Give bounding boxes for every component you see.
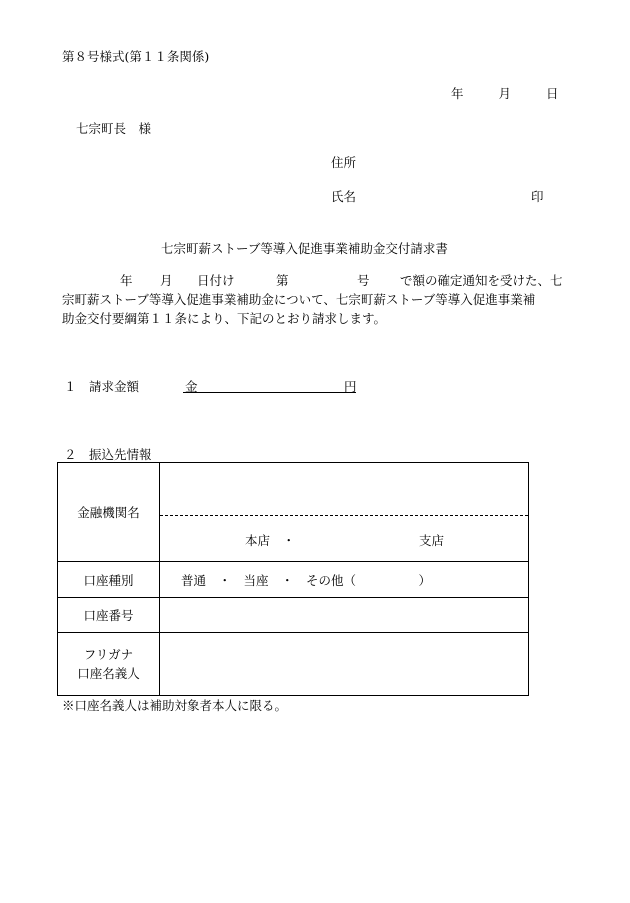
- body-line2: 宗町薪ストーブ等導入促進事業補助金について、七宗町薪ストーブ等導入促進事業補: [62, 292, 536, 307]
- bank-info-table: [57, 462, 529, 696]
- body-line1-tail: で額の確定通知を受けた、七: [400, 273, 563, 288]
- body-go: 号: [357, 273, 370, 288]
- bank-name-row: [58, 463, 529, 562]
- body-year: 年: [120, 273, 133, 288]
- form-number: 第８号様式(第１１条関係): [62, 49, 210, 64]
- account-number-row: [58, 598, 529, 633]
- body-dai: 第: [276, 273, 289, 288]
- account-type-label: 口座種別: [58, 562, 160, 598]
- account-type-row: [58, 562, 529, 598]
- branch-label: 支店: [419, 533, 445, 548]
- seal-mark: 印: [531, 189, 544, 204]
- section1-heading: １ 請求金額: [64, 379, 140, 394]
- address-label: 住所: [331, 155, 357, 170]
- section2-heading: ２ 振込先情報: [64, 447, 152, 462]
- document-title: 七宗町薪ストーブ等導入促進事業補助金交付請求書: [161, 241, 448, 256]
- date-line: [451, 84, 558, 102]
- addressee: 七宗町長 様: [76, 121, 152, 136]
- holder-label: 口座名義人: [77, 666, 140, 681]
- account-holder-label-cell: [58, 633, 160, 696]
- date-year-label: 年: [451, 86, 464, 101]
- body-day-suffix: 日付け: [197, 273, 235, 288]
- name-label: 氏名: [331, 189, 357, 204]
- amount-suffix: 円: [344, 379, 357, 394]
- bank-name-divider: [160, 515, 528, 516]
- amount-underline[interactable]: [183, 392, 356, 393]
- account-number-field[interactable]: [160, 598, 529, 633]
- account-holder-row: [58, 633, 529, 696]
- date-month-label: 月: [498, 86, 511, 101]
- body-line3: 助金交付要綱第１１条により、下記のとおり請求します。: [62, 311, 387, 326]
- bank-name-label: 金融機関名: [58, 463, 160, 562]
- bank-name-cell[interactable]: [160, 463, 529, 562]
- bank-name-field: [160, 463, 528, 561]
- furigana-label: フリガナ: [83, 647, 134, 662]
- holder-note: ※口座名義人は補助対象者本人に限る。: [62, 698, 288, 713]
- account-holder-field[interactable]: [160, 633, 529, 696]
- head-office-label: 本店 ・: [245, 533, 296, 548]
- amount-prefix: 金: [185, 379, 198, 394]
- account-number-label: 口座番号: [58, 598, 160, 633]
- body-month: 月: [160, 273, 173, 288]
- account-type-options[interactable]: 普通 ・ 当座 ・ その他（ ）: [160, 562, 529, 598]
- date-day-label: 日: [545, 86, 559, 101]
